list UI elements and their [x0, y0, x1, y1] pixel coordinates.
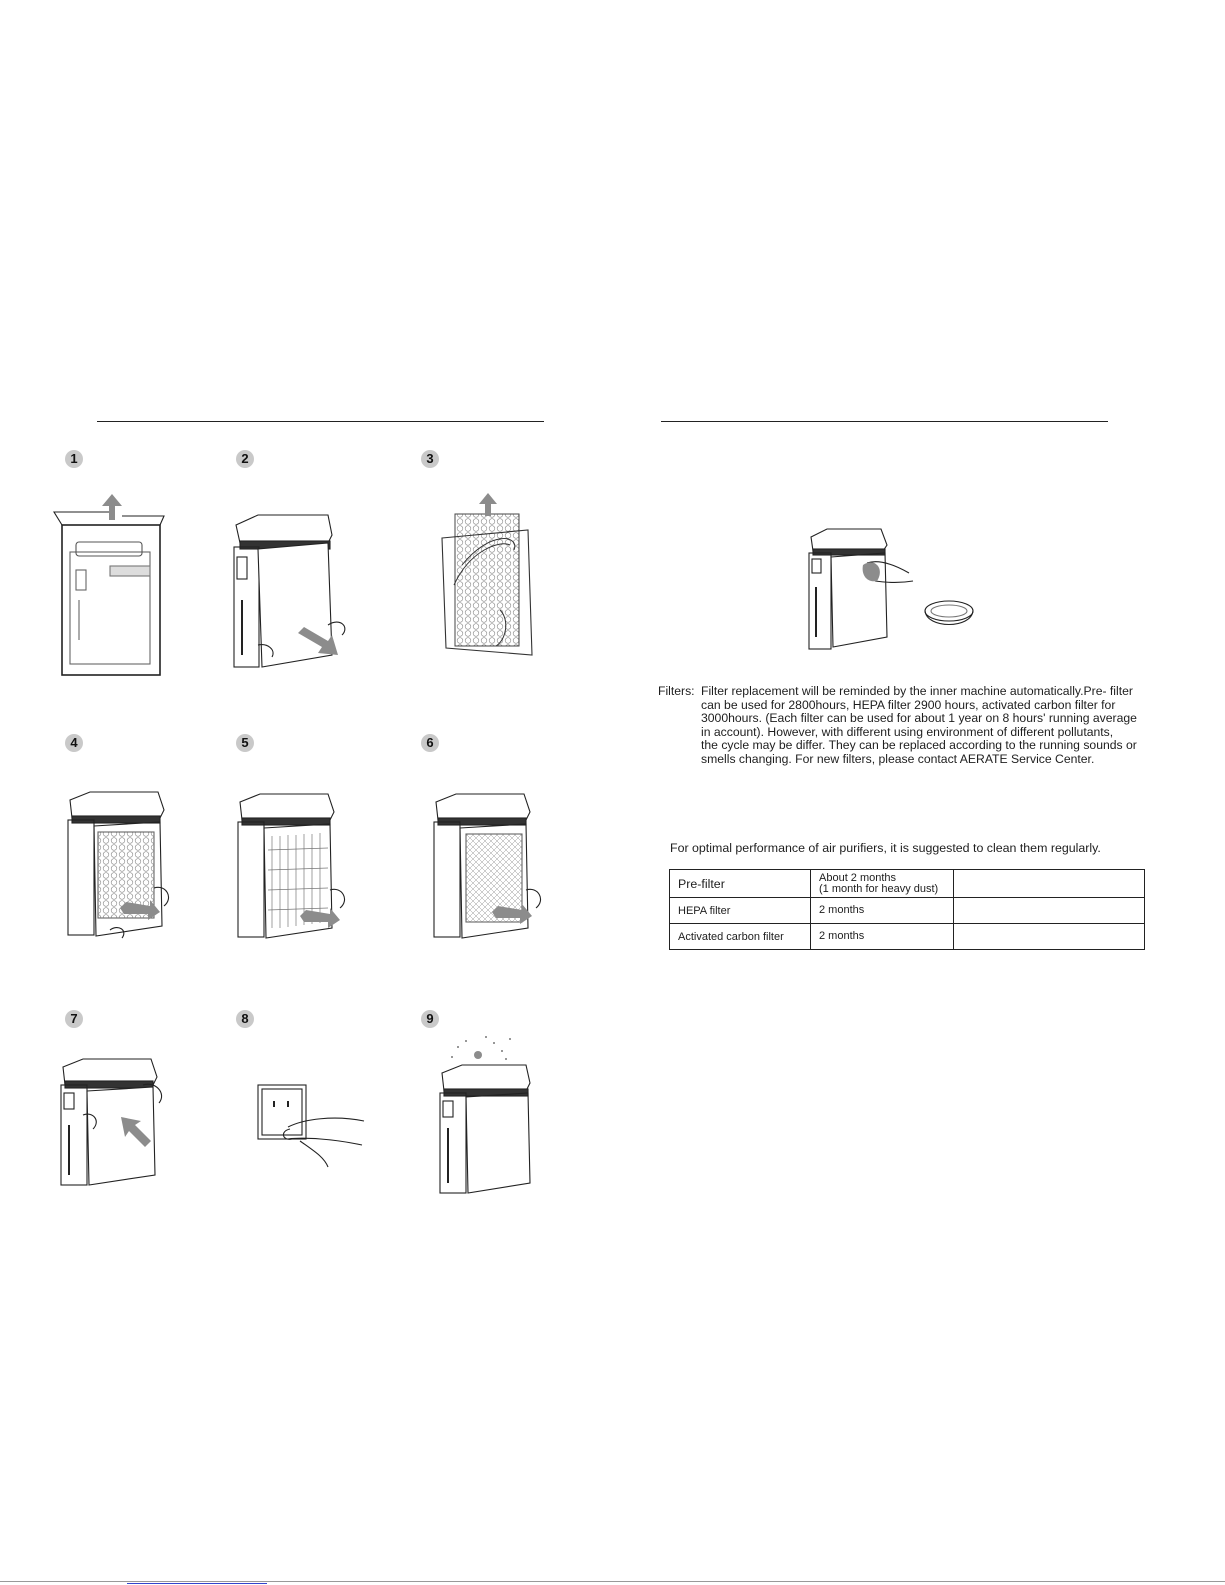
filters-note-line: in account). However, with different using environment of different pollutants, — [701, 724, 1114, 739]
cleaning-illustration — [805, 525, 980, 655]
left-header-rule — [97, 421, 544, 422]
step-number: 6 — [421, 734, 439, 752]
filters-note-label: Filters: — [658, 684, 695, 698]
extra-cell — [954, 924, 1145, 950]
step-number: 1 — [65, 450, 83, 468]
filters-note-line: Filter replacement will be reminded by the inner machine automatically.Pre- filter — [701, 684, 1133, 698]
filters-note-line: can be used for 2800hours, HEPA filter 2900 hours, activated carbon filter for — [701, 697, 1116, 712]
footer-link-underline[interactable] — [127, 1583, 267, 1584]
power-on-illustration — [436, 1033, 536, 1198]
step-number: 4 — [65, 734, 83, 752]
page-bottom-rule — [0, 1581, 1225, 1582]
filter-name-cell: Pre-filter — [670, 870, 811, 898]
plug-in-illustration — [244, 1075, 369, 1170]
step-number: 8 — [236, 1010, 254, 1028]
interval-text: About 2 months — [819, 871, 897, 884]
interval-cell: 2 months — [811, 898, 954, 924]
attach-back-panel-illustration — [55, 1055, 180, 1190]
interval-cell — [811, 870, 954, 898]
step-number: 9 — [421, 1010, 439, 1028]
table-row — [670, 924, 1145, 950]
step-number: 7 — [65, 1010, 83, 1028]
remove-back-panel-illustration — [228, 505, 358, 675]
table-row — [670, 898, 1145, 924]
unwrap-filter-illustration — [440, 490, 540, 660]
interval-cell: 2 months — [811, 924, 954, 950]
filters-note-line: the cycle may be differ. They can be replaced according to the running sounds or — [701, 738, 1137, 753]
table-row — [670, 870, 1145, 898]
insert-pre-filter-illustration — [428, 790, 553, 945]
lift-out-box-illustration — [52, 490, 167, 680]
cleaning-intro: For optimal performance of air purifiers, it is suggested to clean them regularly. — [670, 841, 1101, 855]
step-number: 5 — [236, 734, 254, 752]
filters-note — [658, 685, 1170, 767]
cleaning-schedule-table — [669, 869, 1145, 950]
insert-carbon-filter-illustration — [62, 788, 182, 943]
filter-name-cell: Activated carbon filter — [670, 924, 811, 950]
extra-cell — [954, 870, 1145, 898]
insert-hepa-filter-illustration — [232, 790, 357, 945]
step-number: 2 — [236, 450, 254, 468]
step-number: 3 — [421, 450, 439, 468]
extra-cell — [954, 898, 1145, 924]
filters-note-line: smells changing. For new filters, please contact AERATE Service Center. — [701, 751, 1095, 766]
filter-name-cell: HEPA filter — [670, 898, 811, 924]
filters-note-line: 3000hours. (Each filter can be used for about 1 year on 8 hours' running average — [701, 711, 1137, 726]
right-header-rule — [661, 421, 1108, 422]
interval-note: (1 month for heavy dust) — [819, 882, 939, 895]
